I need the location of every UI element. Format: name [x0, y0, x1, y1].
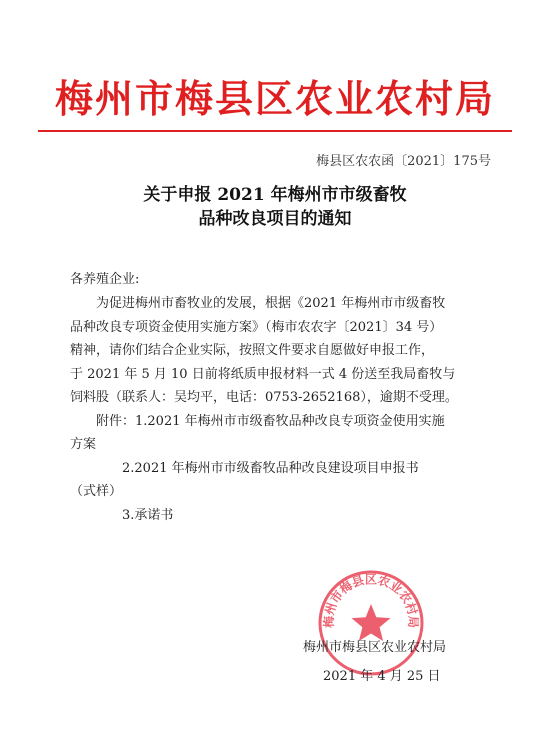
body-line: 为促进梅州市畜牧业的发展，根据《2021 年梅州市市级畜牧	[96, 296, 446, 311]
notice-title-line-2: 品种改良项目的通知	[198, 209, 352, 229]
body-line: 精神，请你们结合企业实际，按照文件要求自愿做好申报工作，	[70, 343, 435, 358]
body-line: 饲料股（联系人：吴均平，电话：0753-2652168），逾期不受理。	[70, 390, 458, 405]
document-number: 梅县区农农函〔2021〕175号	[316, 154, 491, 169]
body-line: 品种改良专项资金使用实施方案》（梅市农农字〔2021〕34 号）	[70, 319, 443, 335]
seal-text: 梅州市梅县区农业农村局	[321, 572, 421, 629]
body-line: 于 2021 年 5 月 10 日前将纸质申报材料一式 4 份送至我局畜牧与	[70, 366, 456, 382]
red-divider	[38, 130, 512, 132]
notice-title-line-1: 关于申报 2021 年梅州市市级畜牧	[143, 185, 407, 205]
signatory: 梅州市梅县区农业农村局	[303, 640, 447, 655]
attachment-line: 2.2021 年梅州市市级畜牧品种改良建设项目申报书	[122, 460, 419, 476]
attachment-line: 方案	[70, 437, 97, 452]
salutation: 各养殖企业:	[70, 272, 140, 287]
attachment-line: 附件：1.2021 年梅州市市级畜牧品种改良专项资金使用实施	[96, 413, 445, 429]
notice-title	[60, 183, 490, 231]
official-seal	[316, 568, 426, 678]
attachment-line: 3.承诺书	[122, 507, 174, 523]
notice-body	[70, 292, 490, 527]
attachment-line: （式样）	[70, 484, 123, 499]
issue-date: 2021 年 4 月 25 日	[323, 669, 441, 684]
agency-title: 梅州市梅县区农业农村局	[54, 76, 495, 121]
